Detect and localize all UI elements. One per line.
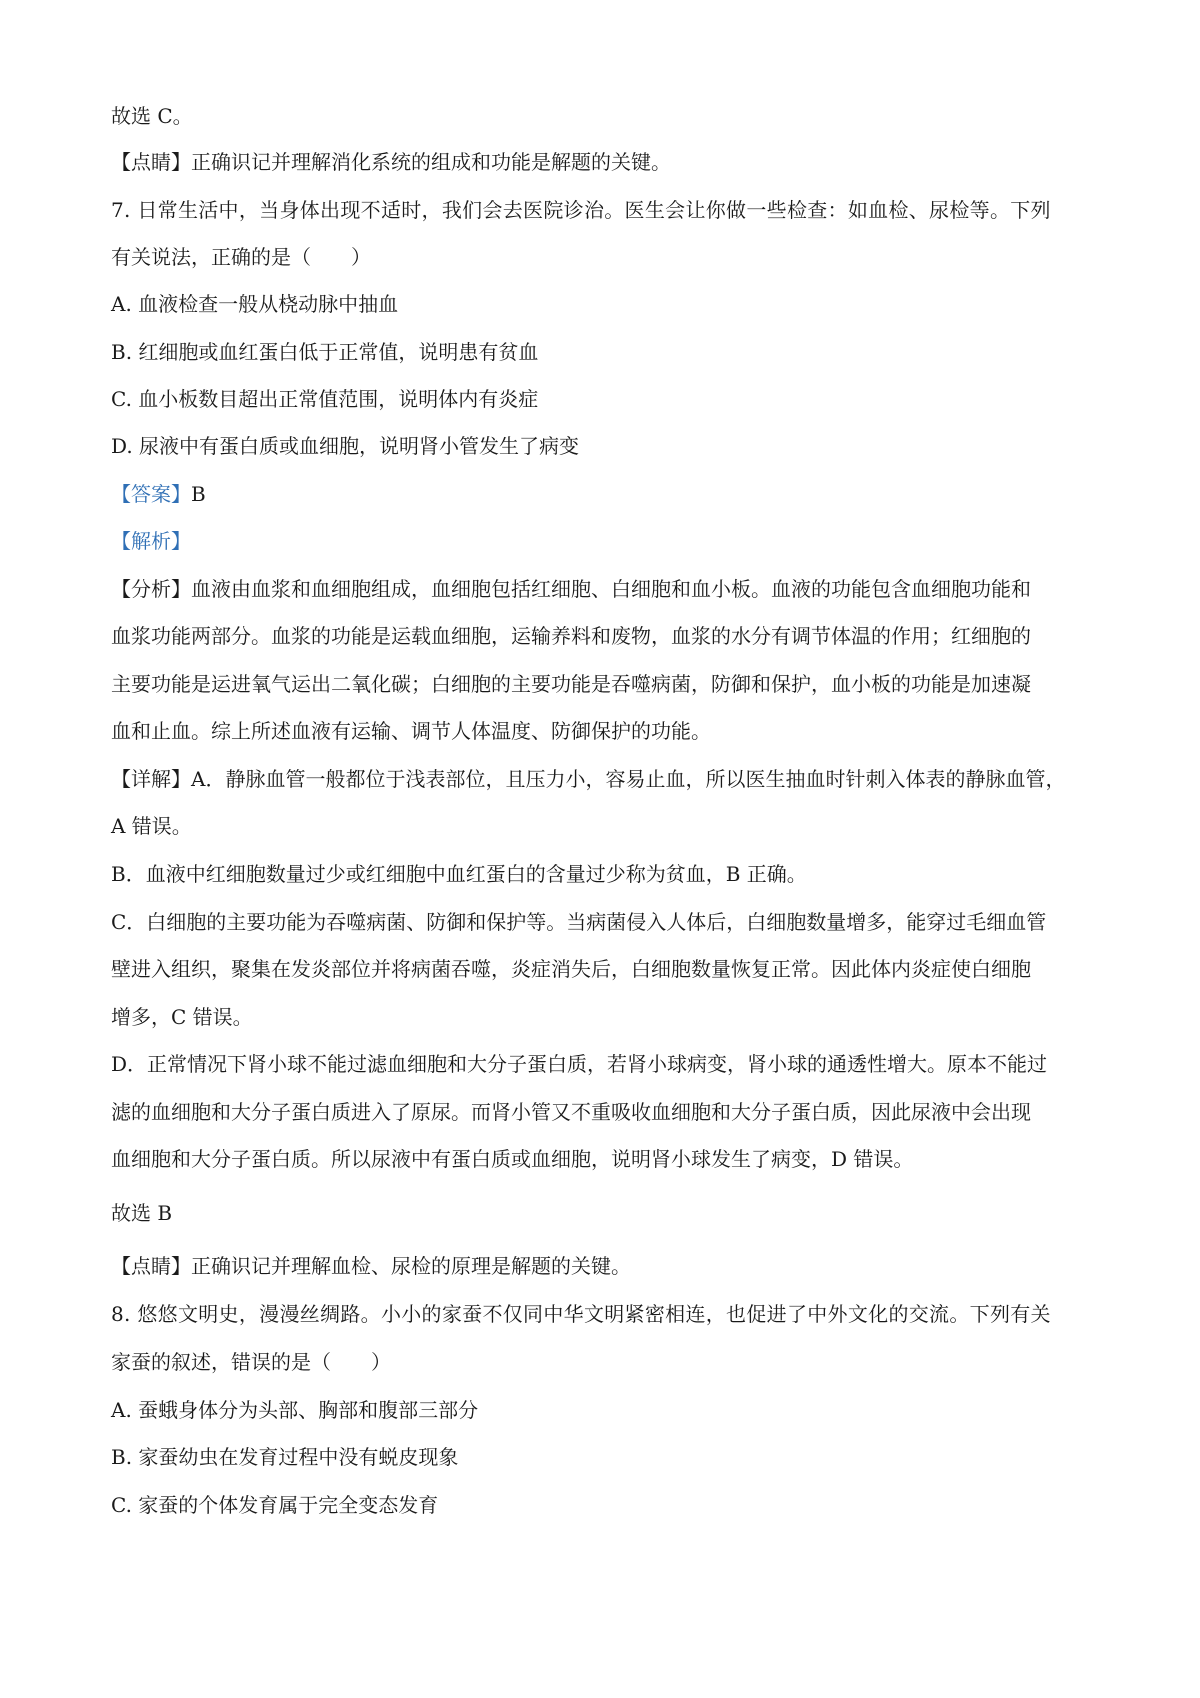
- question-8-option-a: A. 蚕蛾身体分为头部、胸部和腹部三部分: [111, 1398, 479, 1422]
- question-7-option-c: C. 血小板数目超出正常值范围，说明体内有炎症: [111, 387, 539, 411]
- question-7-option-a: A. 血液检查一般从桡动脉中抽血: [111, 292, 399, 316]
- question-8-option-b: B. 家蚕幼虫在发育过程中没有蜕皮现象: [111, 1445, 459, 1469]
- analysis-label: 【解析】: [111, 529, 191, 553]
- detail-paragraph-line: D．正常情况下肾小球不能过滤血细胞和大分子蛋白质，若肾小球病变，肾小球的通透性增大。原本不能过: [111, 1052, 1048, 1076]
- detail-paragraph-line: C．白细胞的主要功能为吞噬病菌、防御和保护等。当病菌侵入人体后，白细胞数量增多，能穿过毛细血管: [111, 910, 1047, 934]
- question-8-stem: 8. 悠悠文明史，漫漫丝绸路。小小的家蚕不仅同中华文明紧密相连，也促进了中外文化的交流。下列有关: [111, 1302, 1051, 1326]
- key-point-line: 【点睛】正确识记并理解血检、尿检的原理是解题的关键。: [111, 1254, 631, 1278]
- detail-paragraph-line: 滤的血细胞和大分子蛋白质进入了原尿。而肾小管又不重吸收血细胞和大分子蛋白质，因此尿液中会出现: [111, 1100, 1031, 1124]
- analysis-paragraph-line: 主要功能是运进氧气运出二氧化碳；白细胞的主要功能是吞噬病菌，防御和保护，血小板的功能是加速凝: [111, 672, 1031, 696]
- question-8-option-c: C. 家蚕的个体发育属于完全变态发育: [111, 1493, 439, 1517]
- question-7-option-d: D. 尿液中有蛋白质或血细胞，说明肾小管发生了病变: [111, 434, 580, 458]
- analysis-paragraph-line: 血和止血。综上所述血液有运输、调节人体温度、防御保护的功能。: [111, 719, 711, 743]
- detail-paragraph-line: B．血液中红细胞数量过少或红细胞中血红蛋白的含量过少称为贫血，B 正确。: [111, 862, 807, 886]
- detail-paragraph-line: 增多，C 错误。: [111, 1005, 253, 1029]
- answer-conclusion-line: 故选 B: [111, 1201, 173, 1225]
- key-point-line: 【点睛】正确识记并理解消化系统的组成和功能是解题的关键。: [111, 150, 671, 174]
- detail-paragraph-line: 【详解】A．静脉血管一般都位于浅表部位，且压力小，容易止血，所以医生抽血时针刺入体表的静脉血管，: [111, 767, 1066, 791]
- question-7-option-b: B. 红细胞或血红蛋白低于正常值，说明患有贫血: [111, 340, 539, 364]
- answer-value: B: [191, 482, 206, 506]
- question-8-stem-cont: 家蚕的叙述，错误的是（ ）: [111, 1350, 391, 1374]
- question-7-stem: 7. 日常生活中，当身体出现不适时，我们会去医院诊治。医生会让你做一些检查：如血检、尿检等。下列: [111, 198, 1051, 222]
- analysis-paragraph-line: 血浆功能两部分。血浆的功能是运载血细胞，运输养料和废物，血浆的水分有调节体温的作用；红细胞的: [111, 624, 1031, 648]
- detail-paragraph-line: 壁进入组织，聚集在发炎部位并将病菌吞噬，炎症消失后，白细胞数量恢复正常。因此体内炎症使白细胞: [111, 957, 1031, 981]
- question-7-stem-cont: 有关说法，正确的是（ ）: [111, 245, 371, 269]
- answer-label: 【答案】: [111, 482, 191, 506]
- detail-paragraph-line: 血细胞和大分子蛋白质。所以尿液中有蛋白质或血细胞，说明肾小球发生了病变，D 错误。: [111, 1147, 914, 1171]
- answer-line: [111, 480, 1101, 508]
- answer-conclusion-line: 故选 C。: [111, 104, 193, 128]
- analysis-paragraph-line: 【分析】血液由血浆和血细胞组成，血细胞包括红细胞、白细胞和血小板。血液的功能包含血细胞功能和: [111, 577, 1031, 601]
- detail-paragraph-line: A 错误。: [111, 814, 192, 838]
